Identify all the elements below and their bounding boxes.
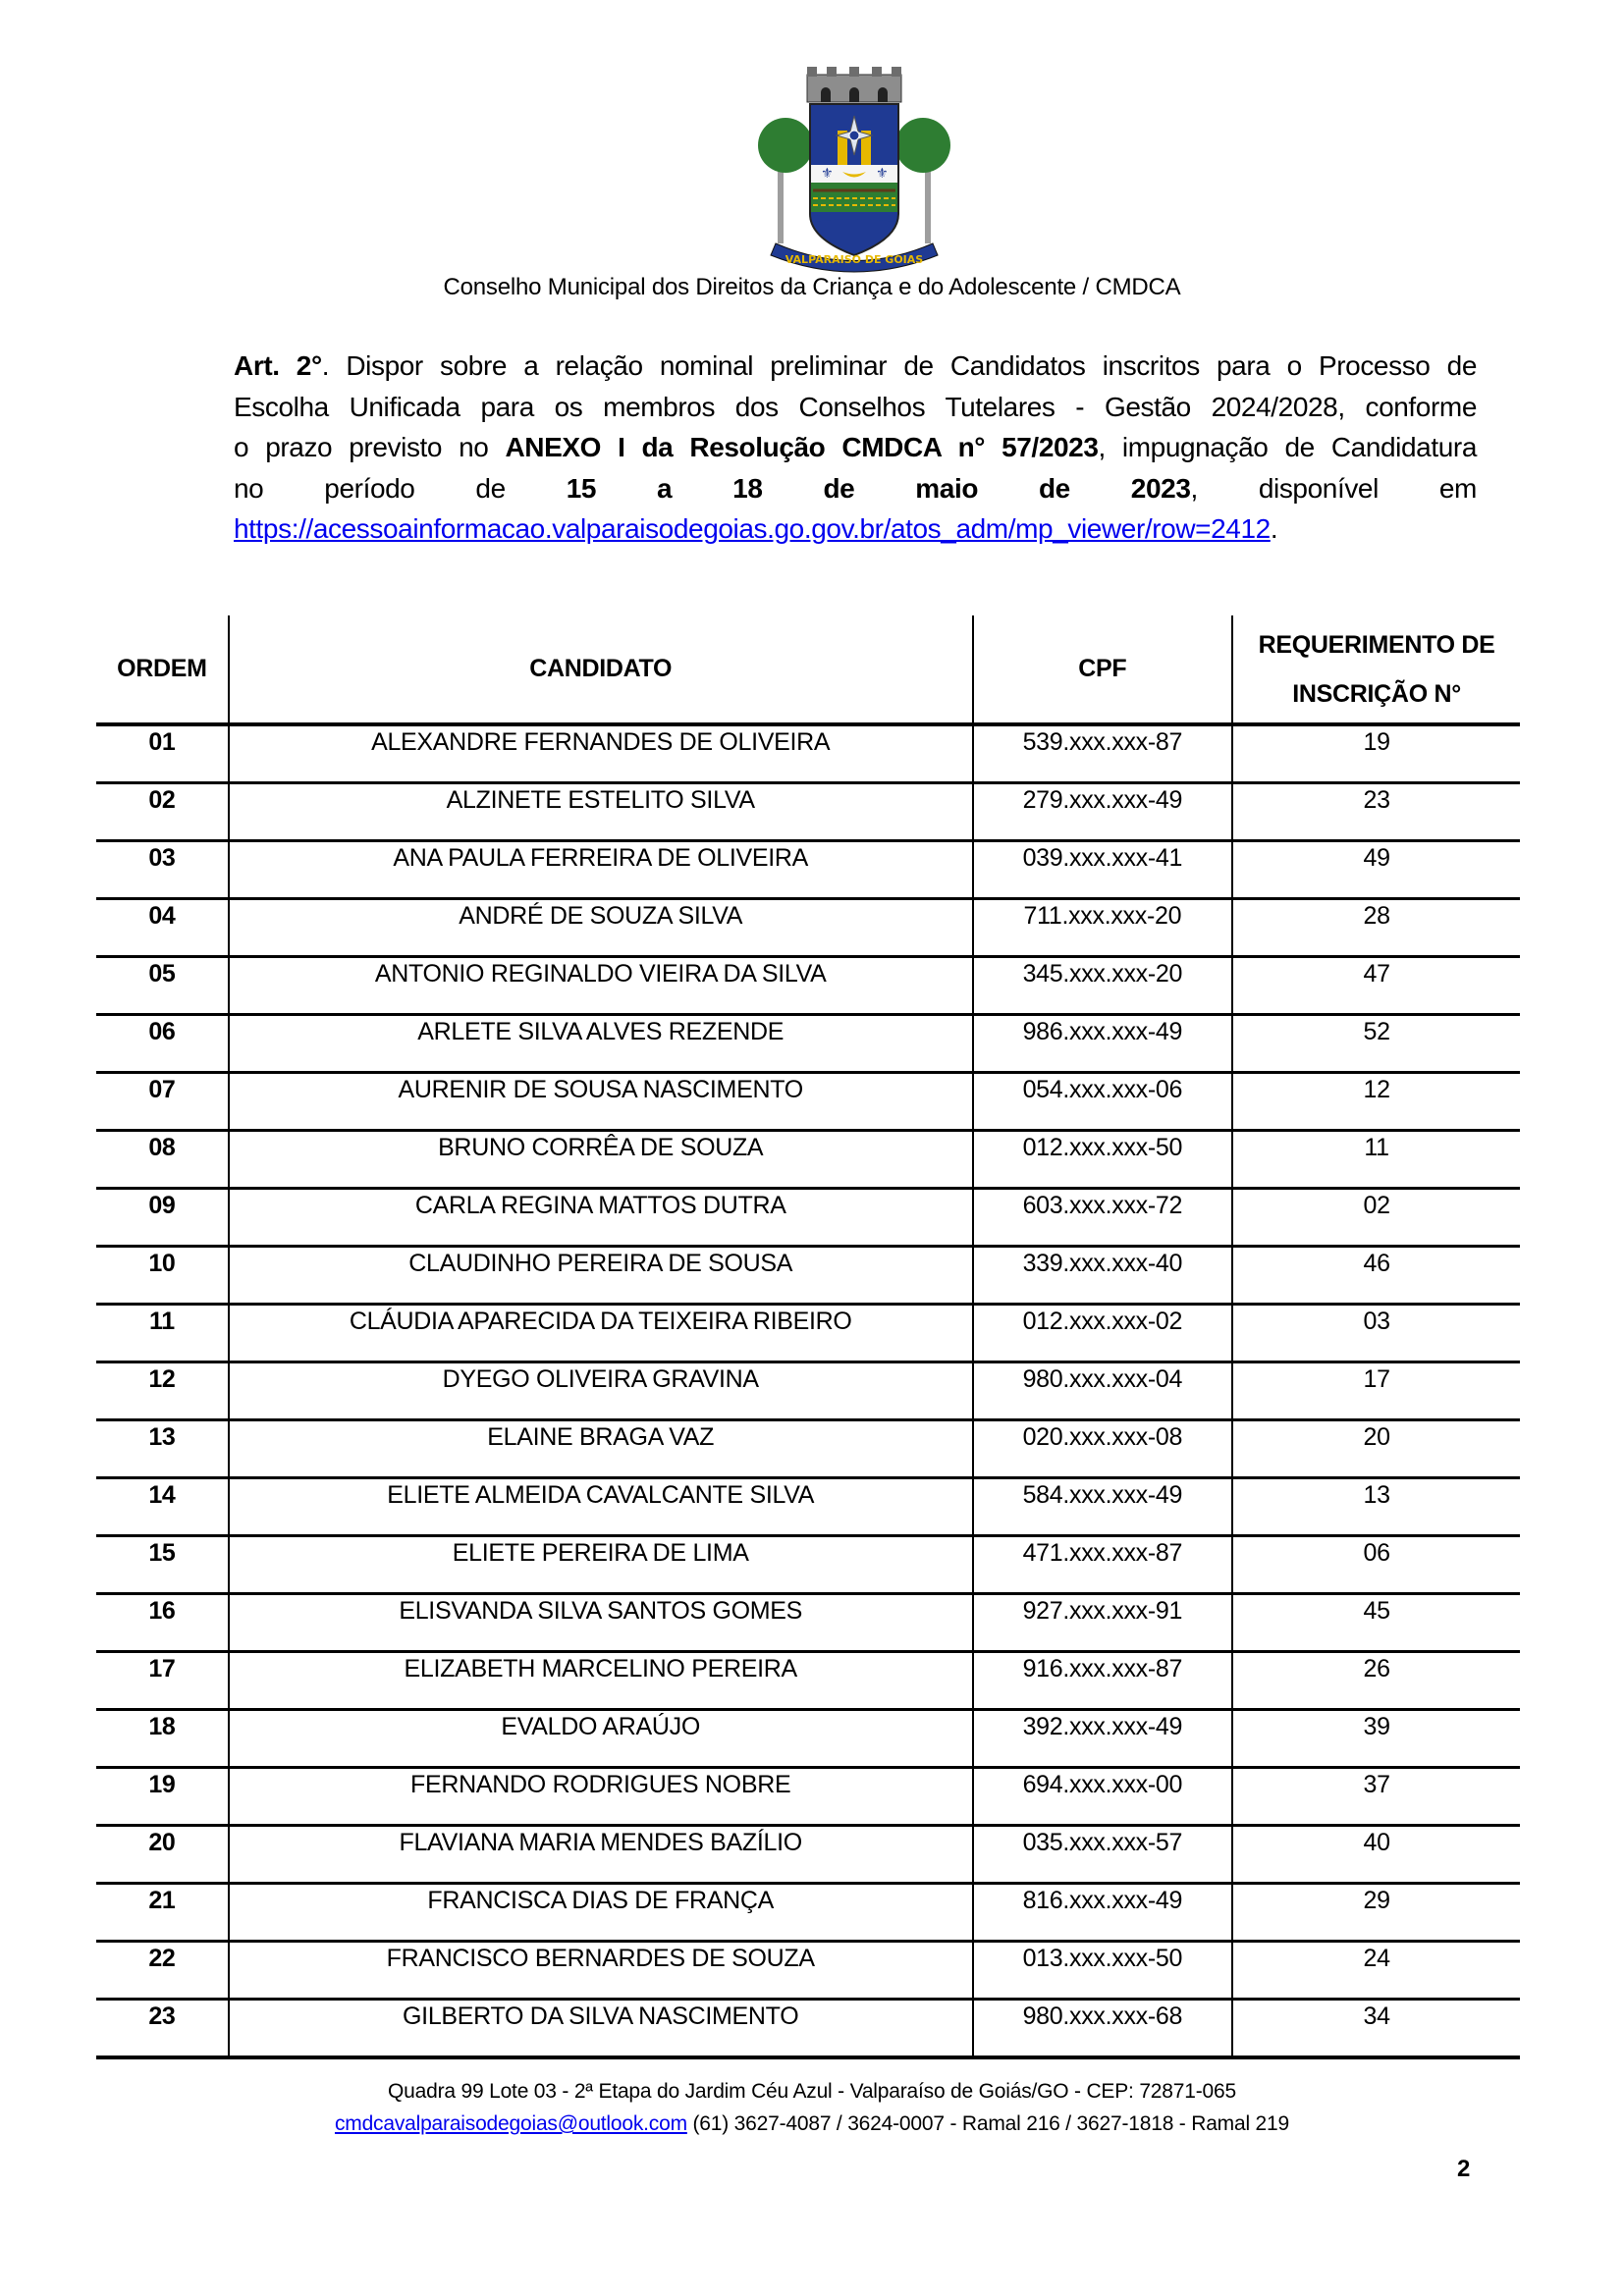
cell-candidato: ELISVANDA SILVA SANTOS GOMES: [229, 1594, 973, 1652]
cell-ordem: 15: [96, 1536, 229, 1594]
cell-requerimento: 24: [1232, 1942, 1520, 2000]
table-row: [96, 1594, 1520, 1652]
footer: [0, 2075, 1624, 2140]
cell-requerimento: 49: [1232, 841, 1520, 899]
header-ordem: ORDEM: [96, 615, 229, 724]
cell-cpf: 694.xxx.xxx-00: [973, 1768, 1233, 1826]
table-row: [96, 724, 1520, 783]
intro-paragraph: [234, 346, 1477, 550]
cell-cpf: 020.xxx.xxx-08: [973, 1420, 1233, 1478]
table-row: [96, 1131, 1520, 1189]
cell-cpf: 711.xxx.xxx-20: [973, 899, 1233, 957]
cell-cpf: 012.xxx.xxx-50: [973, 1131, 1233, 1189]
cell-ordem: 06: [96, 1015, 229, 1073]
cell-cpf: 339.xxx.xxx-40: [973, 1247, 1233, 1305]
header-requerimento-line2: INSCRIÇÃO N°: [1292, 679, 1461, 708]
cell-ordem: 10: [96, 1247, 229, 1305]
cell-ordem: 09: [96, 1189, 229, 1247]
table-header-row: [96, 615, 1520, 724]
table-row: [96, 1710, 1520, 1768]
cell-requerimento: 02: [1232, 1189, 1520, 1247]
cell-candidato: FERNANDO RODRIGUES NOBRE: [229, 1768, 973, 1826]
cell-requerimento: 26: [1232, 1652, 1520, 1710]
cell-candidato: ARLETE SILVA ALVES REZENDE: [229, 1015, 973, 1073]
cell-requerimento: 39: [1232, 1710, 1520, 1768]
cell-requerimento: 28: [1232, 899, 1520, 957]
shield-icon: [810, 104, 898, 255]
table-row: [96, 1768, 1520, 1826]
cell-cpf: 816.xxx.xxx-49: [973, 1884, 1233, 1942]
cell-candidato: ELIETE ALMEIDA CAVALCANTE SILVA: [229, 1478, 973, 1536]
candidates-table: [96, 615, 1520, 2059]
cell-ordem: 16: [96, 1594, 229, 1652]
table-row: [96, 1536, 1520, 1594]
cell-ordem: 04: [96, 899, 229, 957]
cell-requerimento: 29: [1232, 1884, 1520, 1942]
table-row: [96, 899, 1520, 957]
cell-requerimento: 52: [1232, 1015, 1520, 1073]
cell-candidato: CLÁUDIA APARECIDA DA TEIXEIRA RIBEIRO: [229, 1305, 973, 1362]
cell-ordem: 19: [96, 1768, 229, 1826]
cell-ordem: 01: [96, 724, 229, 783]
cell-ordem: 05: [96, 957, 229, 1015]
cell-ordem: 07: [96, 1073, 229, 1131]
cell-candidato: BRUNO CORRÊA DE SOUZA: [229, 1131, 973, 1189]
cell-cpf: 927.xxx.xxx-91: [973, 1594, 1233, 1652]
cell-ordem: 23: [96, 2000, 229, 2058]
logo-text: VALPARAISO DE GOIAS: [785, 253, 924, 266]
table-row: [96, 1652, 1520, 1710]
table-row: [96, 1942, 1520, 2000]
cell-cpf: 013.xxx.xxx-50: [973, 1942, 1233, 2000]
cell-ordem: 18: [96, 1710, 229, 1768]
cell-ordem: 08: [96, 1131, 229, 1189]
cell-cpf: 279.xxx.xxx-49: [973, 783, 1233, 841]
cell-ordem: 03: [96, 841, 229, 899]
cell-candidato: ANDRÉ DE SOUZA SILVA: [229, 899, 973, 957]
intro-text: , disponível em: [1190, 472, 1477, 504]
resolution-reference: ANEXO I da Resolução CMDCA n° 57/2023: [505, 432, 1099, 462]
table-row: [96, 841, 1520, 899]
header-title: Conselho Municipal dos Direitos da Criança e do Adolescente / CMDCA: [443, 274, 1181, 300]
cell-ordem: 14: [96, 1478, 229, 1536]
cell-requerimento: 47: [1232, 957, 1520, 1015]
cell-cpf: 980.xxx.xxx-68: [973, 2000, 1233, 2058]
intro-line-2: Escolha Unificada para os membros dos Conselhos Tutelares - Gestão 2024/2028, conforme: [234, 391, 1477, 422]
cell-ordem: 17: [96, 1652, 229, 1710]
impugnation-period: 15 a 18 de maio de 2023: [566, 472, 1191, 504]
table-row: [96, 1420, 1520, 1478]
table-row: [96, 957, 1520, 1015]
header-requerimento-line1: REQUERIMENTO DE: [1258, 630, 1495, 659]
cell-ordem: 13: [96, 1420, 229, 1478]
cell-requerimento: 17: [1232, 1362, 1520, 1420]
cell-cpf: 916.xxx.xxx-87: [973, 1652, 1233, 1710]
cell-candidato: ALEXANDRE FERNANDES DE OLIVEIRA: [229, 724, 973, 783]
svg-text:⚜: ⚜: [876, 166, 889, 182]
cell-candidato: ELAINE BRAGA VAZ: [229, 1420, 973, 1478]
cell-candidato: FLAVIANA MARIA MENDES BAZÍLIO: [229, 1826, 973, 1884]
cell-ordem: 12: [96, 1362, 229, 1420]
cell-requerimento: 13: [1232, 1478, 1520, 1536]
cell-candidato: FRANCISCO BERNARDES DE SOUZA: [229, 1942, 973, 2000]
header-cpf: CPF: [973, 615, 1233, 724]
cell-cpf: 039.xxx.xxx-41: [973, 841, 1233, 899]
svg-text:⚜: ⚜: [821, 166, 834, 182]
cell-candidato: ANA PAULA FERREIRA DE OLIVEIRA: [229, 841, 973, 899]
cell-requerimento: 03: [1232, 1305, 1520, 1362]
cell-cpf: 584.xxx.xxx-49: [973, 1478, 1233, 1536]
cell-cpf: 980.xxx.xxx-04: [973, 1362, 1233, 1420]
cell-candidato: ALZINETE ESTELITO SILVA: [229, 783, 973, 841]
intro-text: no período de: [234, 472, 567, 504]
tree-left-icon: [758, 118, 813, 243]
cell-requerimento: 12: [1232, 1073, 1520, 1131]
cell-ordem: 22: [96, 1942, 229, 2000]
cell-cpf: 392.xxx.xxx-49: [973, 1710, 1233, 1768]
cell-ordem: 21: [96, 1884, 229, 1942]
cell-cpf: 986.xxx.xxx-49: [973, 1015, 1233, 1073]
cell-cpf: 603.xxx.xxx-72: [973, 1189, 1233, 1247]
cell-cpf: 539.xxx.xxx-87: [973, 724, 1233, 783]
intro-text: .: [1270, 513, 1278, 544]
cell-candidato: FRANCISCA DIAS DE FRANÇA: [229, 1884, 973, 1942]
cell-cpf: 471.xxx.xxx-87: [973, 1536, 1233, 1594]
cell-requerimento: 46: [1232, 1247, 1520, 1305]
footer-phones: (61) 3627-4087 / 3624-0007 - Ramal 216 / 3627-1818 - Ramal 219: [686, 2112, 1289, 2135]
viewer-link[interactable]: https://acessoainformacao.valparaisodegoias.go.gov.br/atos_adm/mp_viewer/row=2412: [234, 513, 1271, 544]
table-row: [96, 1015, 1520, 1073]
cell-cpf: 054.xxx.xxx-06: [973, 1073, 1233, 1131]
page-number: 2: [1457, 2156, 1471, 2182]
cell-cpf: 345.xxx.xxx-20: [973, 957, 1233, 1015]
cell-cpf: 035.xxx.xxx-57: [973, 1826, 1233, 1884]
intro-line-1: [234, 346, 1477, 387]
castle-crown-icon: [807, 67, 901, 102]
cell-requerimento: 45: [1232, 1594, 1520, 1652]
cell-requerimento: 06: [1232, 1536, 1520, 1594]
cell-cpf: 012.xxx.xxx-02: [973, 1305, 1233, 1362]
cell-candidato: AURENIR DE SOUSA NASCIMENTO: [229, 1073, 973, 1131]
cell-requerimento: 11: [1232, 1131, 1520, 1189]
intro-line-4: [234, 468, 1477, 509]
header-candidato: CANDIDATO: [229, 615, 973, 724]
cell-candidato: CLAUDINHO PEREIRA DE SOUSA: [229, 1247, 973, 1305]
cell-candidato: CARLA REGINA MATTOS DUTRA: [229, 1189, 973, 1247]
intro-text: o prazo previsto no: [234, 432, 506, 462]
table-row: [96, 1073, 1520, 1131]
cell-requerimento: 23: [1232, 783, 1520, 841]
cell-requerimento: 40: [1232, 1826, 1520, 1884]
intro-text: , impugnação de Candidatura: [1098, 432, 1477, 462]
table-row: [96, 1189, 1520, 1247]
table-row: [96, 783, 1520, 841]
footer-contact: [0, 2108, 1624, 2140]
cell-candidato: ELIETE PEREIRA DE LIMA: [229, 1536, 973, 1594]
footer-email-link[interactable]: cmdcavalparaisodegoias@outlook.com: [334, 2112, 687, 2135]
cell-requerimento: 19: [1232, 724, 1520, 783]
cell-ordem: 20: [96, 1826, 229, 1884]
cell-candidato: EVALDO ARAÚJO: [229, 1710, 973, 1768]
tree-right-icon: [895, 118, 950, 243]
cell-candidato: ELIZABETH MARCELINO PEREIRA: [229, 1652, 973, 1710]
footer-address: Quadra 99 Lote 03 - 2ª Etapa do Jardim Céu Azul - Valparaíso de Goiás/GO - CEP: 72871-065: [388, 2080, 1236, 2103]
table-row: [96, 1826, 1520, 1884]
cell-requerimento: 37: [1232, 1768, 1520, 1826]
header-requerimento: [1232, 615, 1520, 724]
cell-ordem: 02: [96, 783, 229, 841]
cell-candidato: ANTONIO REGINALDO VIEIRA DA SILVA: [229, 957, 973, 1015]
intro-line-3: [234, 427, 1477, 468]
table-row: [96, 1247, 1520, 1305]
table-row: [96, 1305, 1520, 1362]
table-row: [96, 1362, 1520, 1420]
cell-requerimento: 20: [1232, 1420, 1520, 1478]
cell-requerimento: 34: [1232, 2000, 1520, 2058]
table-row: [96, 1478, 1520, 1536]
cell-candidato: DYEGO OLIVEIRA GRAVINA: [229, 1362, 973, 1420]
cell-candidato: GILBERTO DA SILVA NASCIMENTO: [229, 2000, 973, 2058]
cell-ordem: 11: [96, 1305, 229, 1362]
art-label: Art. 2°: [234, 350, 322, 381]
intro-text: . Dispor sobre a relação nominal preliminar de Candidatos inscritos para o Processo de: [321, 350, 1477, 381]
intro-line-5: [234, 508, 1477, 550]
coat-of-arms-icon: [756, 37, 952, 273]
table-row: [96, 1884, 1520, 1942]
table-row: [96, 2000, 1520, 2058]
